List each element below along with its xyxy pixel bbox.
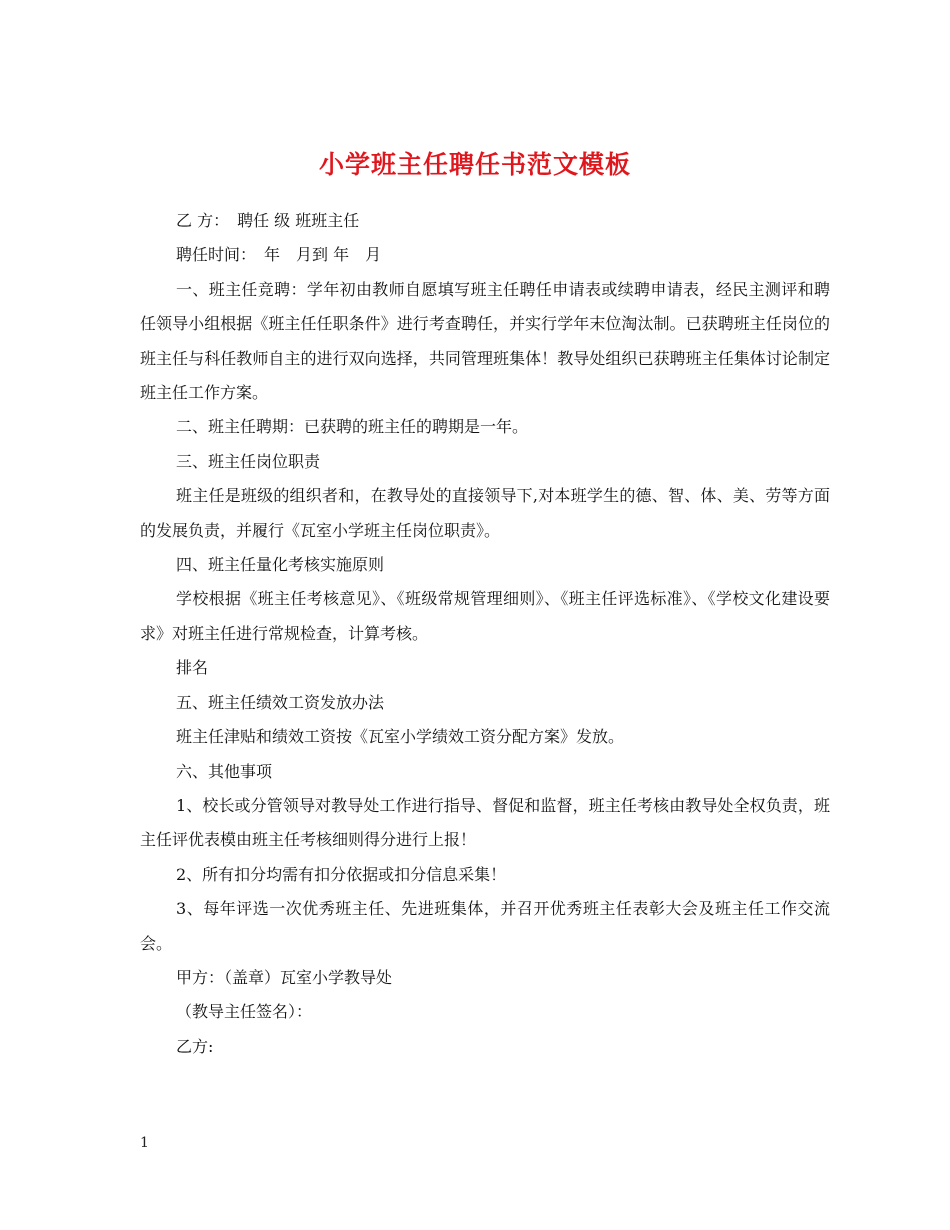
- page-number: 1: [140, 1135, 149, 1151]
- document-title: 小学班主任聘任书范文模板: [318, 149, 631, 179]
- party-b-signature-line: 乙方:: [176, 1036, 214, 1056]
- section-6-heading: 六、其他事项: [176, 761, 273, 781]
- document-body: [140, 204, 830, 1064]
- appointment-period-line: 聘任时间： 年 月到 年 月: [176, 245, 382, 265]
- section-5-payment: 班主任津贴和绩效工资按《瓦室小学绩效工资分配方案》发放。: [176, 727, 625, 747]
- section-1-recruitment: 一、班主任竞聘：学年初由教师自愿填写班主任聘任申请表或续聘申请表，经民主测评和聘任领导小组根据《班主任任职条件》进行考查聘任，并实行学年末位淘汰制。已获聘班主任岗位的班主任与科任教师自主的进行双向选择，共同管理班集体！教导处组织已获聘班主任集体讨论制定班主任工作方案。: [140, 279, 830, 403]
- section-2-term: 二、班主任聘期：已获聘的班主任的聘期是一年。: [176, 417, 529, 437]
- section-4-heading: 四、班主任量化考核实施原则: [176, 555, 385, 575]
- section-4-assessment: 学校根据《班主任考核意见》、《班级常规管理细则》、《班主任评选标准》、《学校文化建设要求》对班主任进行常规检查，计算考核。: [140, 589, 830, 643]
- section-6-item-1: 1、校长或分管领导对教导处工作进行指导、督促和监督，班主任考核由教导处全权负责，班主任评优表模由班主任考核细则得分进行上报！: [140, 795, 830, 850]
- section-5-heading: 五、班主任绩效工资发放办法: [176, 692, 385, 712]
- section-6-item-3: 3、每年评选一次优秀班主任、先进班集体，并召开优秀班主任表彰大会及班主任工作交流会。: [140, 899, 830, 953]
- section-3-heading: 三、班主任岗位职责: [176, 451, 321, 471]
- party-a-signature-line: 甲方：（盖章）瓦室小学教导处: [176, 967, 393, 987]
- section-3-duties: 班主任是班级的组织者和，在教导处的直接领导下,对本班学生的德、智、体、美、劳等方面的发展负责，并履行《瓦室小学班主任岗位职责》。: [140, 486, 830, 540]
- section-4-ranking: 排名: [176, 658, 209, 678]
- section-6-item-2: 2、所有扣分均需有扣分依据或扣分信息采集！: [176, 864, 507, 884]
- party-b-appointment-line: 乙 方： 聘任 级 班班主任: [176, 211, 360, 230]
- director-signature-line: （教导主任签名）：: [176, 1002, 313, 1022]
